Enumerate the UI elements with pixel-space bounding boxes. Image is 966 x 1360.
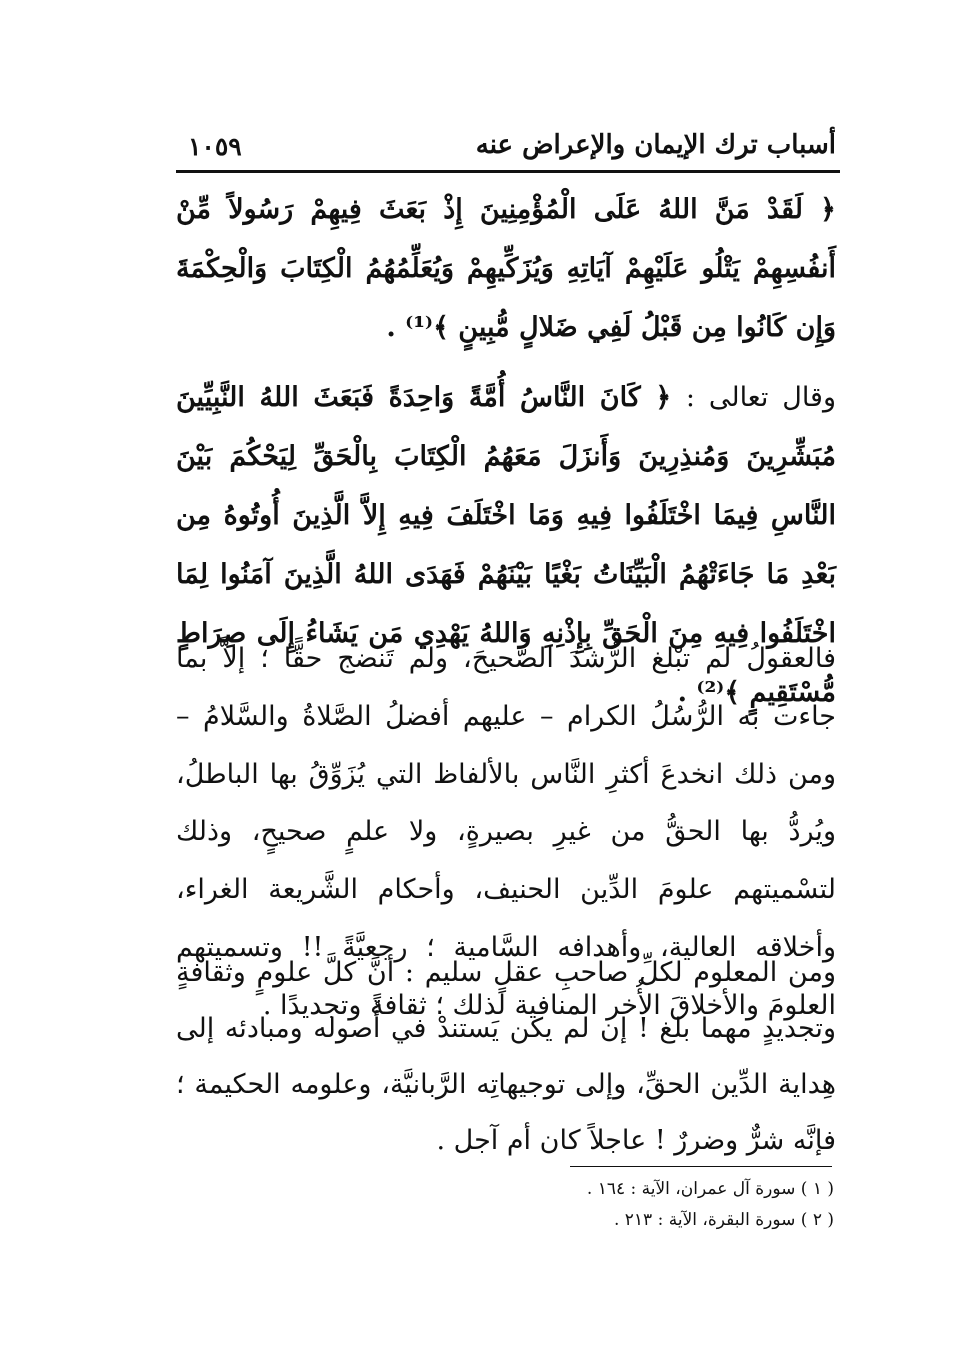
footnote-2: ( ٢ ) سورة البقرة، الآية : ٢١٣ .	[613, 1210, 834, 1230]
footnote-1: ( ١ ) سورة آل عمران، الآية : ١٦٤ .	[586, 1179, 834, 1199]
paragraph-2: ومن المعلوم لكلِّ صاحبِ عقلٍ سليم : أنَّ كلَّ علومٍ وثقافةٍ وتجديدٍ مهما بلغ ! إن لم يكن يَستندْ في أُصوله ومبادئه إلى هِداية الدِّين الحقِّ، وإلى توجيهاتِه الرَّبانيَّة، وعلومه الحكيمة ؛ فإنَّه شرٌّ وضررٌ ! عاجلاً كان أم آجل .	[176, 957, 836, 1156]
running-title: أسباب ترك الإيمان والإعراض عنه	[475, 130, 836, 160]
page-number: ١٠٥٩	[188, 132, 242, 161]
quran-verse-1: ﴿ لَقَدْ مَنَّ اللهُ عَلَى الْمُؤْمِنِينَ إِذْ بَعَثَ فِيهِمْ رَسُولاً مِّنْ أَنفُسِهِمْ يَتْلُو عَلَيْهِمْ آيَاتِهِ وَيُزَكِّيهِمْ وَيُعَلِّمُهُمُ الْكِتَابَ وَالْحِكْمَةَ وَإِن كَانُوا مِن قَبْلُ لَفِي ضَلالٍ مُّبِينٍ ﴾⁽¹⁾ .	[176, 194, 836, 343]
footnotes	[234, 1174, 834, 1236]
paragraph-1: فالعقولُ لم تبْلغ الرُّشدَ الصَّحيحَ، ولم تَنضج حقًّا ؛ إلاَّ بما جاءت به الرُّسُلُ الكرام – عليهم أفضلُ الصَّلاةُ والسَّلامُ – ومن ذلك انخدعَ أكثرِ النَّاس بالألفاظ التي يُزَوِّقُ بها الباطلُ، ويُردُّ بها الحقُّ من غيرِ بصيرةٍ، ولا علمٍ صحيحٍ، وذلك لتسْميتهم علومَ الدِّين الحنيف، وأحكام الشَّريعة الغراء، وأخلاقه العالية، وأهدافه السَّامية ؛ رجعيَّةً !! وتسميتهم العلومَ والأخلاقَ الأُخر المنافية لذلك ؛ ثقافةً وتجديدًا .	[176, 643, 836, 1021]
quran-verse-2: ﴿ كَانَ النَّاسُ أُمَّةً وَاحِدَةً فَبَعَثَ اللهُ النَّبِيِّينَ مُبَشِّرِينَ وَمُنذِرِينَ وَأَنزَلَ مَعَهُمُ الْكِتَابَ بِالْحَقِّ لِيَحْكُمَ بَيْنَ النَّاسِ فِيمَا اخْتَلَفُوا فِيهِ وَمَا اخْتَلَفَ فِيهِ إِلاَّ الَّذِينَ أُوتُوهُ مِن بَعْدِ مَا جَاءَتْهُمُ الْبَيِّنَاتُ بَغْيًا بَيْنَهُمْ فَهَدَى اللهُ الَّذِينَ آمَنُوا لِمَا اخْتَلَفُوا فِيهِ مِنَ الْحَقِّ بِإِذْنِهِ وَاللهُ يَهْدِي مَن يَشَاءُ إِلَى صِرَاطٍ مُّسْتَقِيمٍ ﴾⁽²⁾ .	[176, 382, 836, 708]
header-rule	[176, 170, 840, 173]
verse-2-intro: وقال تعالى :	[685, 382, 836, 413]
footnote-rule	[570, 1166, 832, 1167]
